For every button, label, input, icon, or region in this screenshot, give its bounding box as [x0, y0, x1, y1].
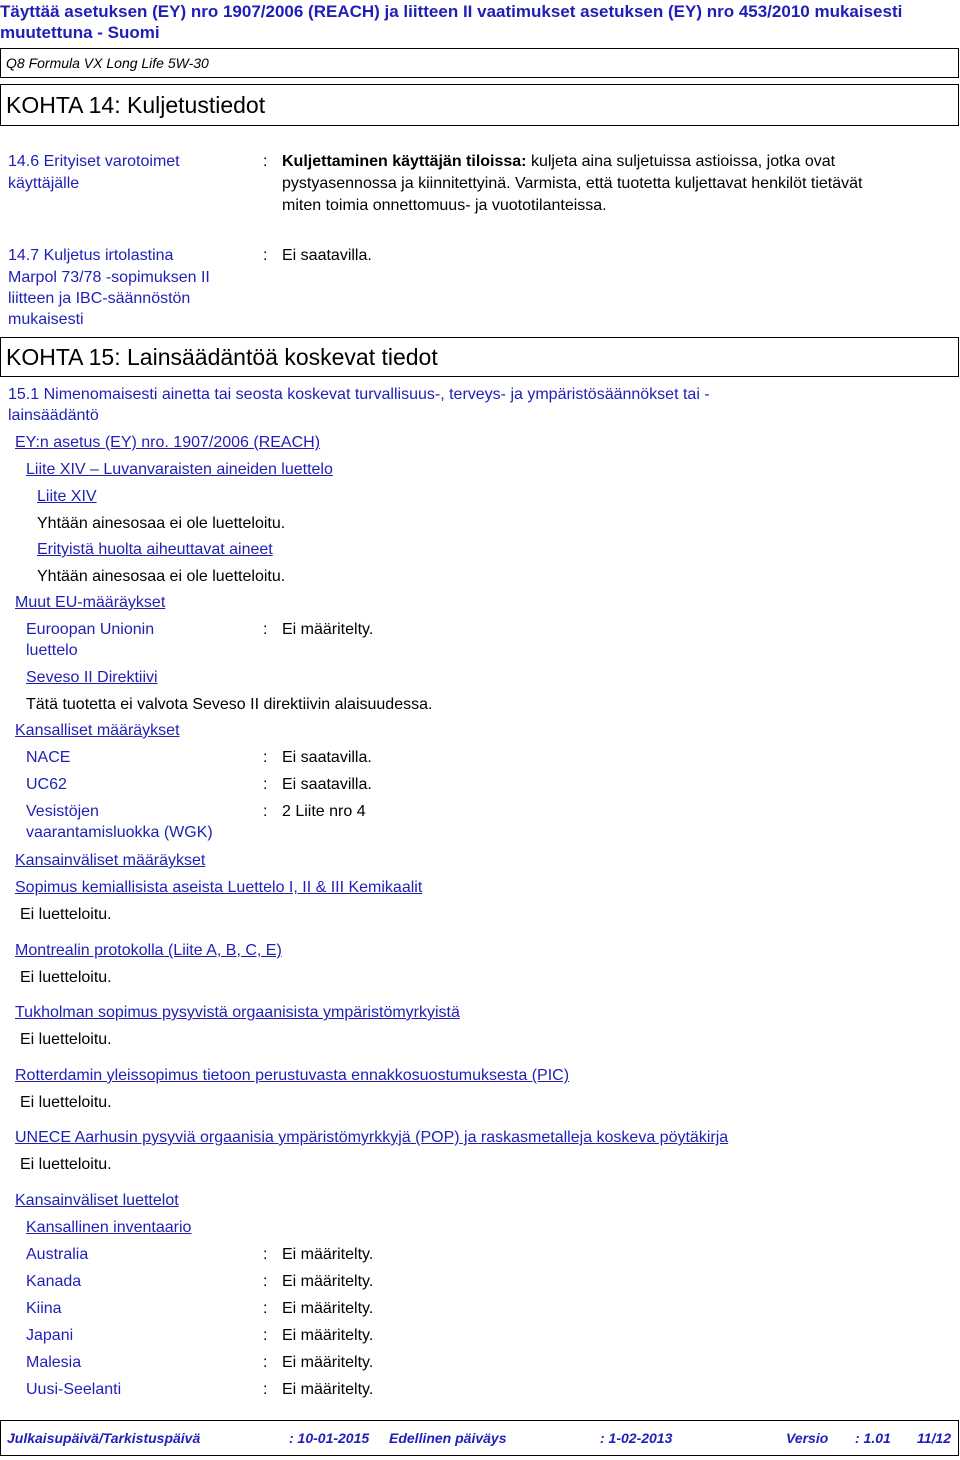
document-header-line2: muutettuna - Suomi — [0, 23, 160, 42]
rotterdam-label: Rotterdamin yleissopimus tietoon perustuvasta ennakkosuostumuksesta (PIC) — [15, 1067, 570, 1084]
eu-list-label-line2: luettelo — [26, 642, 78, 659]
inventory-colon: : — [263, 1354, 268, 1371]
inventory-name: Malesia — [26, 1354, 82, 1371]
section-14-title: KOHTA 14: Kuljetustiedot — [6, 92, 266, 118]
inventory-value: Ei määritelty. — [282, 1381, 374, 1398]
intl-lists-label: Kansainväliset luettelot — [15, 1192, 179, 1209]
inventory-name: Uusi-Seelanti — [26, 1381, 122, 1398]
seveso-label: Seveso II Direktiivi — [26, 669, 158, 686]
page-number: 11/12 — [917, 1430, 951, 1446]
product-box — [0, 48, 959, 78]
annex14-text: Yhtään ainesosaa ei ole luetteloitu. — [37, 515, 286, 532]
inventory-name: Kanada — [26, 1273, 82, 1290]
inventory-value: Ei määritelty. — [282, 1273, 374, 1290]
international-label: Kansainväliset määräykset — [15, 852, 206, 869]
item-14-6-text-line1 — [282, 153, 835, 171]
unece-text: Ei luetteloitu. — [20, 1156, 112, 1173]
inventory-value: Ei määritelty. — [282, 1246, 374, 1263]
stockholm-label: Tukholman sopimus pysyvistä orgaanisista ympäristömyrkyistä — [15, 1004, 460, 1021]
eu-list-label-line1: Euroopan Unionin — [26, 621, 155, 638]
item-14-7-value: Ei saatavilla. — [282, 247, 372, 264]
item-14-6-text-a: kuljeta aina suljetuissa astioissa, jotka ovat — [526, 153, 836, 170]
cwc-text: Ei luetteloitu. — [20, 906, 112, 923]
item-14-7-label-line3: liitteen ja IBC-säännöstön — [8, 290, 191, 307]
item-14-6-label-line1: 14.6 Erityiset varotoimet — [8, 153, 180, 170]
item-14-6-colon: : — [263, 153, 268, 170]
wgk-value: 2 Liite nro 4 — [282, 803, 366, 820]
rotterdam-text: Ei luetteloitu. — [20, 1094, 112, 1111]
previous-date-value: : 1-02-2013 — [600, 1430, 673, 1446]
wgk-colon: : — [263, 803, 268, 820]
inventory-value: Ei määritelty. — [282, 1327, 374, 1344]
national-label: Kansalliset määräykset — [15, 722, 180, 739]
item-14-6-label-line2: käyttäjälle — [8, 175, 80, 192]
seveso-text: Tätä tuotetta ei valvota Seveso II direktiivin alaisuudessa. — [26, 696, 433, 713]
nace-value: Ei saatavilla. — [282, 749, 372, 766]
inventory-value: Ei määritelty. — [282, 1354, 374, 1371]
inventory-colon: : — [263, 1381, 268, 1398]
eu-list-colon: : — [263, 621, 268, 638]
uc62-label: UC62 — [26, 776, 67, 793]
montreal-label: Montrealin protokolla (Liite A, B, C, E) — [15, 942, 282, 959]
wgk-label-line2: vaarantamisluokka (WGK) — [26, 824, 213, 841]
montreal-text: Ei luetteloitu. — [20, 969, 112, 986]
reach-label: EY:n asetus (EY) nro. 1907/2006 (REACH) — [15, 434, 321, 451]
annex14-label: Liite XIV – Luvanvaraisten aineiden luettelo — [26, 461, 333, 478]
inventory-colon: : — [263, 1300, 268, 1317]
version-label: Versio — [786, 1430, 829, 1446]
eu-list-value: Ei määritelty. — [282, 621, 374, 638]
item-14-7-label-line2: Marpol 73/78 -sopimuksen II — [8, 269, 210, 286]
item-14-6-text-line2: pystyasennossa ja kiinnitettyinä. Varmista, että tuotetta kuljettavat henkilöt tietävät — [282, 175, 863, 192]
uc62-value: Ei saatavilla. — [282, 776, 372, 793]
item-14-6-bold: Kuljettaminen käyttäjän tiloissa: — [282, 153, 527, 170]
svhc-label: Erityistä huolta aiheuttavat aineet — [37, 541, 273, 558]
product-name: Q8 Formula VX Long Life 5W-30 — [6, 55, 209, 71]
nace-colon: : — [263, 749, 268, 766]
section-15-title: KOHTA 15: Lainsäädäntöä koskevat tiedot — [6, 344, 438, 370]
stockholm-text: Ei luetteloitu. — [20, 1031, 112, 1048]
inventory-name: Australia — [26, 1246, 89, 1263]
issue-date-label: Julkaisupäivä/Tarkistuspäivä — [7, 1430, 201, 1446]
wgk-label-line1: Vesistöjen — [26, 803, 99, 820]
nace-label: NACE — [26, 749, 71, 766]
version-value: : 1.01 — [855, 1430, 891, 1446]
section-15-header — [0, 337, 959, 377]
inventory-name: Japani — [26, 1327, 74, 1344]
inventory-value: Ei määritelty. — [282, 1300, 374, 1317]
section-14-header — [0, 84, 959, 126]
item-14-7-label-line4: mukaisesti — [8, 311, 84, 328]
item-14-7-label-line1: 14.7 Kuljetus irtolastina — [8, 247, 174, 264]
document-header-line1: Täyttää asetuksen (EY) nro 1907/2006 (REACH) ja liitteen II vaatimukset asetuksen (EY) nro 453/2010 mukaisesti — [0, 2, 903, 21]
inventory-colon: : — [263, 1327, 268, 1344]
issue-date-value: : 10-01-2015 — [289, 1430, 370, 1446]
inventory-colon: : — [263, 1246, 268, 1263]
annex14-sub-label: Liite XIV — [37, 488, 97, 505]
inventory-name: Kiina — [26, 1300, 62, 1317]
inventory-colon: : — [263, 1273, 268, 1290]
other-eu-label: Muut EU-määräykset — [15, 594, 166, 611]
cwc-label: Sopimus kemiallisista aseista Luettelo I, II & III Kemikaalit — [15, 879, 423, 896]
national-inventory-label: Kansallinen inventaario — [26, 1219, 192, 1236]
item-14-6-text-line3: miten toimia onnettomuus- ja vuototilanteissa. — [282, 197, 607, 214]
item-14-7-colon: : — [263, 247, 268, 264]
svhc-text: Yhtään ainesosaa ei ole luetteloitu. — [37, 568, 286, 585]
section-15-1-heading-line2: lainsäädäntö — [8, 407, 99, 424]
uc62-colon: : — [263, 776, 268, 793]
previous-date-label: Edellinen päiväys — [389, 1430, 507, 1446]
section-15-1-heading-line1: 15.1 Nimenomaisesti ainetta tai seosta koskevat turvallisuus-, terveys- ja ympäristösäännökset tai - — [8, 386, 710, 403]
unece-label: UNECE Aarhusin pysyviä orgaanisia ympäristömyrkkyjä (POP) ja raskasmetalleja koskeva pöytäkirja — [15, 1129, 729, 1146]
